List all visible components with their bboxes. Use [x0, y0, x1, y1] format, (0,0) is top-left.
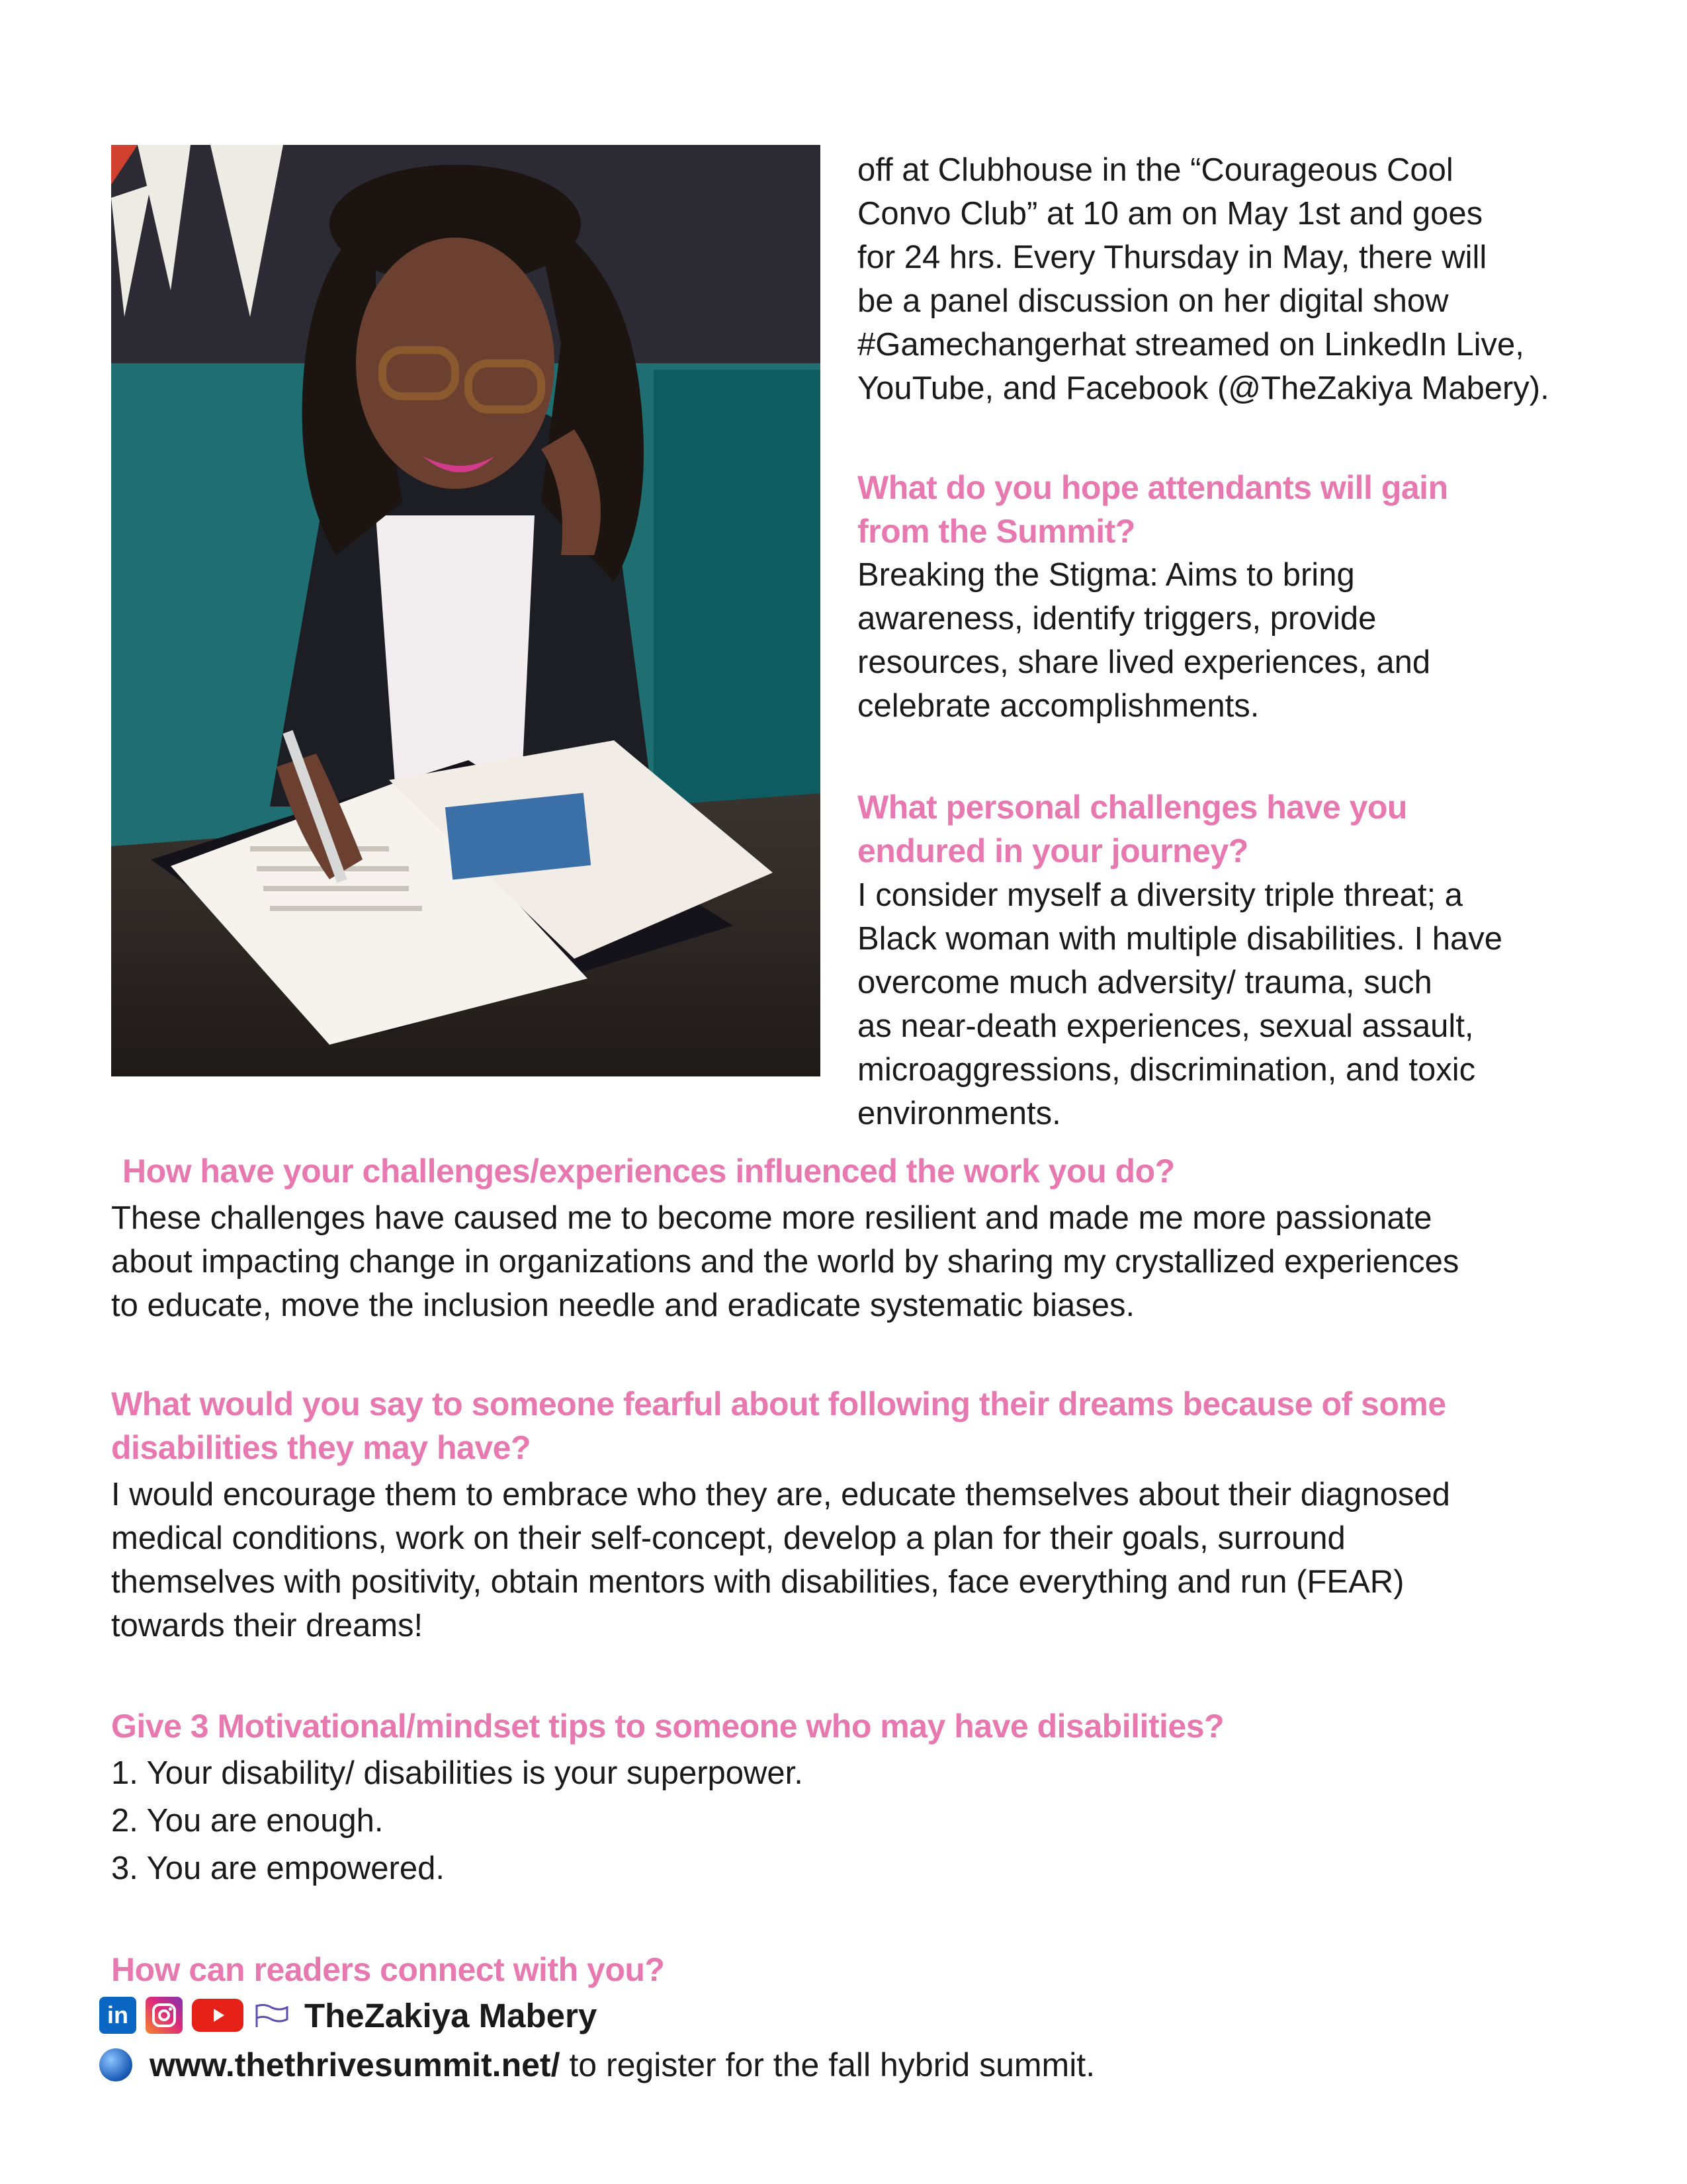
intro-line: for 24 hrs. Every Thursday in May, there will — [857, 240, 1487, 275]
answer-line: environments. — [857, 1096, 1061, 1131]
question-line: from the Summit? — [857, 513, 1135, 550]
intro-line: off at Clubhouse in the “Courageous Cool — [857, 152, 1453, 188]
website-link[interactable]: www.thethrivesummit.net/ — [150, 2046, 560, 2083]
instagram-icon[interactable] — [146, 1997, 183, 2034]
answer-personal-challenges — [857, 873, 1605, 1135]
answer-line: I consider myself a diversity triple threat; a — [857, 877, 1463, 913]
instagram-glyph — [151, 2002, 177, 2029]
social-handle[interactable]: TheZakiya Mabery — [304, 1996, 597, 2034]
globe-icon — [99, 2048, 132, 2081]
answer-line: celebrate accomplishments. — [857, 688, 1260, 724]
answer-line: as near-death experiences, sexual assault, — [857, 1008, 1474, 1044]
list-item: 1. Your disability/ disabilities is your superpower. — [111, 1755, 803, 1791]
question-heading-fearful — [111, 1382, 1620, 1469]
list-item: 2. You are enough. — [111, 1803, 384, 1839]
portrait-illustration — [111, 145, 820, 1076]
answer-line: Breaking the Stigma: Aims to bring — [857, 557, 1355, 593]
question-line: disabilities they may have? — [111, 1429, 531, 1466]
answer-line: overcome much adversity/ trauma, such — [857, 965, 1432, 1000]
question-heading-influence: How have your challenges/experiences influenced the work you do? — [122, 1153, 1175, 1190]
question-line: What do you hope attendants will gain — [857, 469, 1448, 506]
youtube-icon[interactable] — [192, 1999, 243, 2032]
answer-line: about impacting change in organizations and the world by sharing my crystallized experiences — [111, 1244, 1459, 1280]
answer-summit-gain — [857, 553, 1598, 728]
answer-line: awareness, identify triggers, provide — [857, 601, 1377, 636]
question-line: What would you say to someone fearful about following their dreams because of some — [111, 1385, 1446, 1422]
flag-icon — [253, 2002, 290, 2029]
answer-line: These challenges have caused me to become more resilient and made me more passionate — [111, 1200, 1432, 1236]
answer-line: microaggressions, discrimination, and toxic — [857, 1052, 1476, 1088]
answer-line: resources, share lived experiences, and — [857, 644, 1431, 680]
answer-line: to educate, move the inclusion needle and eradicate systematic biases. — [111, 1288, 1135, 1323]
intro-line: Convo Club” at 10 am on May 1st and goes — [857, 196, 1483, 232]
question-heading-personal-challenges — [857, 785, 1598, 873]
social-row — [99, 1993, 597, 2038]
question-heading-summit-gain — [857, 466, 1598, 553]
play-glyph — [208, 2005, 228, 2025]
answer-influence — [111, 1196, 1613, 1327]
intro-line: #Gamechangerhat streamed on LinkedIn Live, — [857, 327, 1524, 363]
list-item: 3. You are empowered. — [111, 1851, 445, 1886]
answer-line: Black woman with multiple disabilities. I have — [857, 921, 1502, 957]
answer-line: medical conditions, work on their self-concept, develop a plan for their goals, surround — [111, 1520, 1346, 1556]
intro-paragraph — [857, 148, 1605, 410]
question-line: What personal challenges have you — [857, 789, 1407, 826]
tips-list — [111, 1749, 1434, 1892]
linkedin-icon[interactable]: in — [99, 1997, 136, 2034]
answer-fearful — [111, 1473, 1606, 1647]
question-line: endured in your journey? — [857, 832, 1248, 869]
portrait-photo — [111, 145, 820, 1076]
website-row — [99, 2042, 1095, 2088]
answer-line: themselves with positivity, obtain mentors with disabilities, face everything and run (FEAR) — [111, 1564, 1405, 1600]
intro-line: YouTube, and Facebook (@TheZakiya Mabery). — [857, 371, 1549, 406]
answer-line: I would encourage them to embrace who they are, educate themselves about their diagnosed — [111, 1477, 1450, 1512]
website-text — [150, 2046, 1095, 2084]
website-suffix: to register for the fall hybrid summit. — [560, 2046, 1096, 2083]
intro-line: be a panel discussion on her digital show — [857, 283, 1449, 319]
question-heading-tips: Give 3 Motivational/mindset tips to someone who may have disabilities? — [111, 1708, 1225, 1745]
answer-line: towards their dreams! — [111, 1608, 423, 1643]
question-heading-connect: How can readers connect with you? — [111, 1951, 665, 1988]
